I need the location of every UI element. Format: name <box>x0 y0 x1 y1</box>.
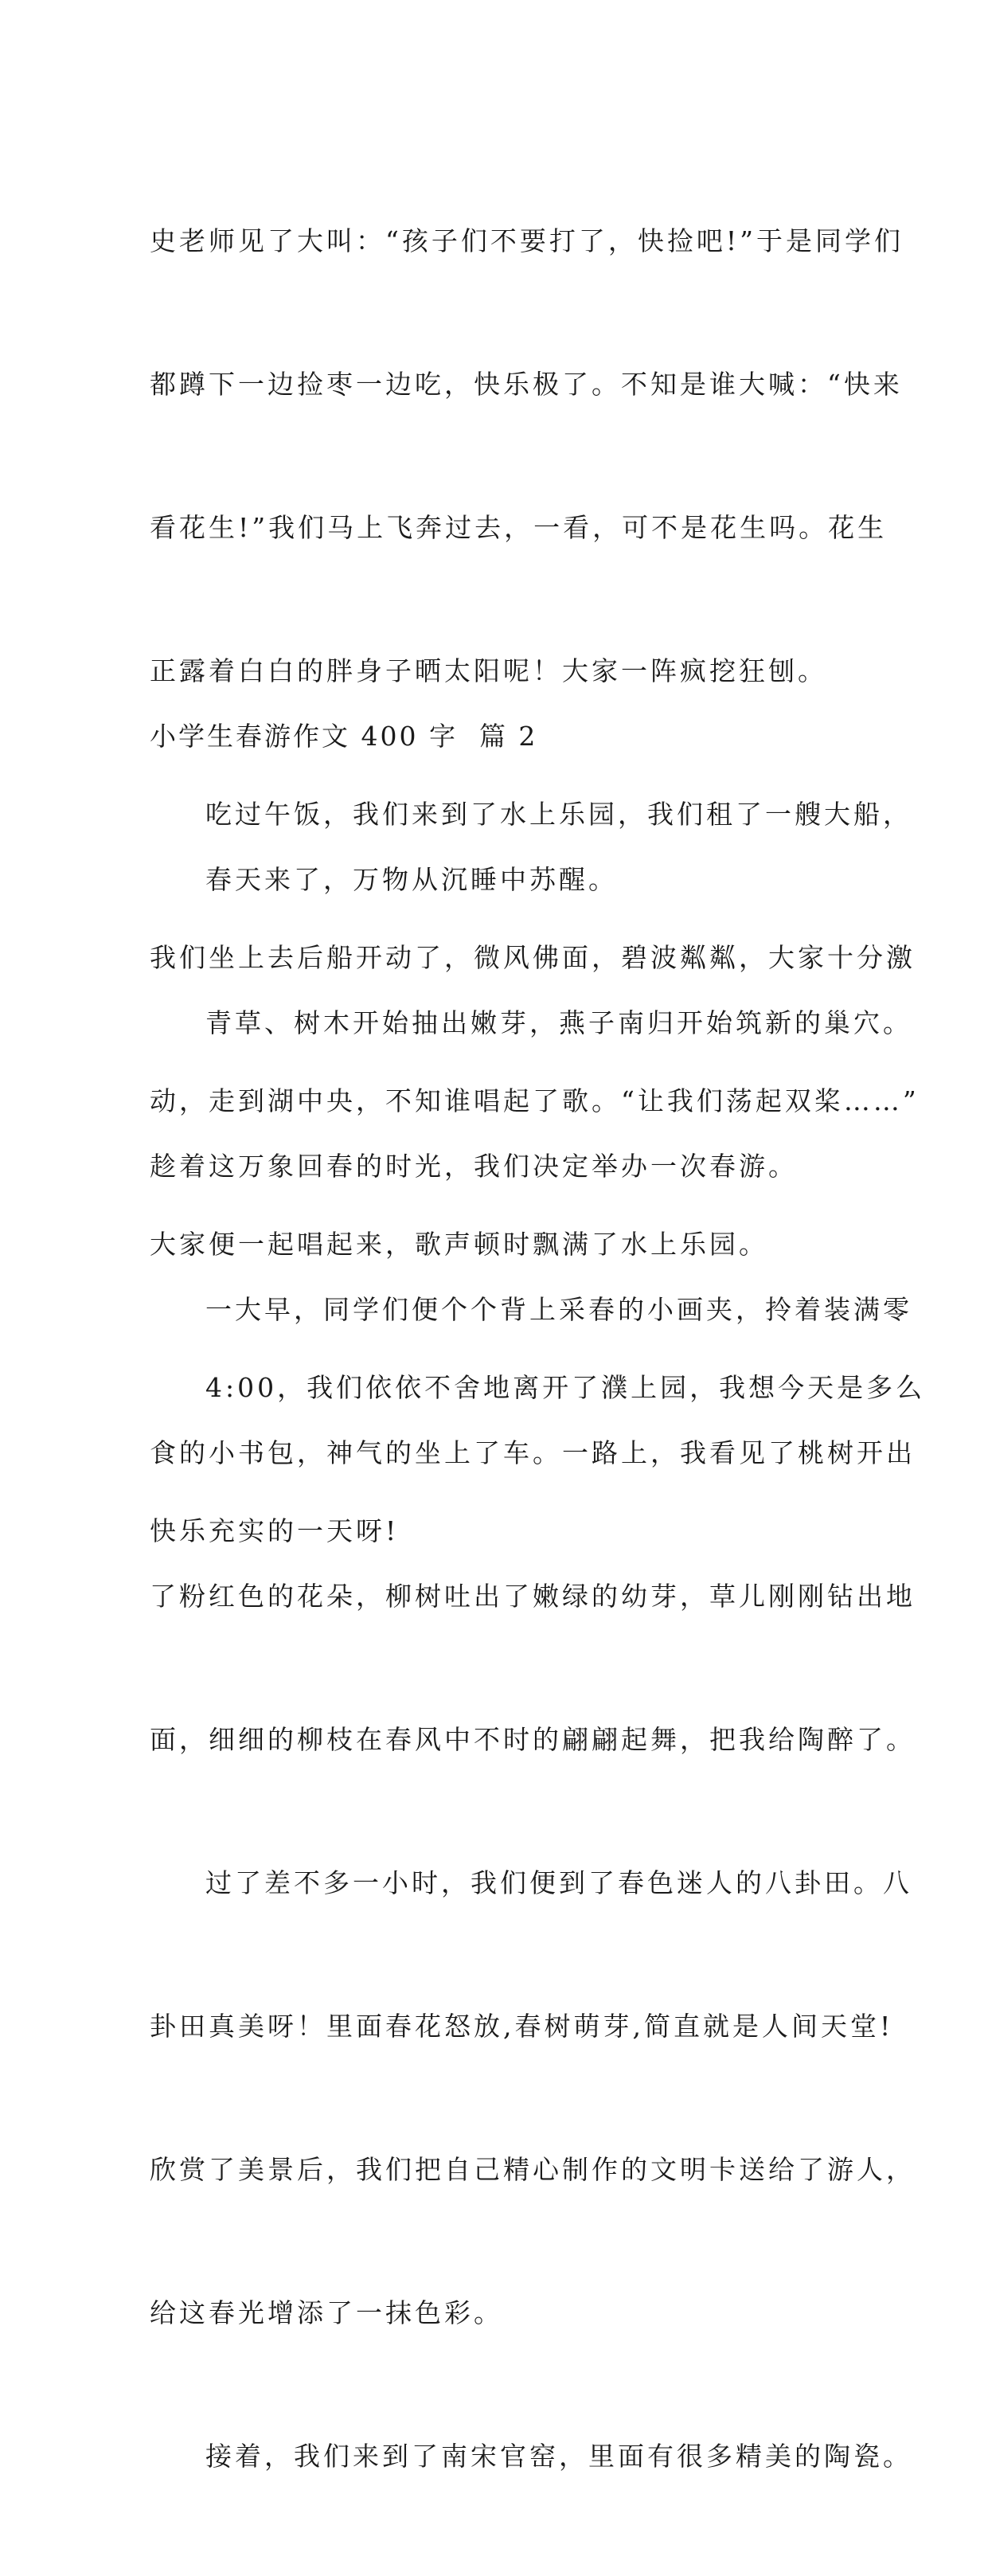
paragraph-line: 我们坐上去后船开动了，微风佛面，碧波粼粼，大家十分激 <box>150 942 916 973</box>
paragraph-line: 给这春光增添了一抹色彩。 <box>150 2297 503 2328</box>
paragraph-line: 快乐充实的一天呀! <box>150 1515 400 1546</box>
paragraph-line: 看花生!”我们马上飞奔过去，一看，可不是花生吗。花生 <box>150 512 888 543</box>
paragraph-line: 吃过午饭，我们来到了水上乐园，我们租了一艘大船， <box>205 799 912 830</box>
paragraph-line: 春天来了，万物从沉睡中苏醒。 <box>205 864 618 895</box>
paragraph-line: 动，走到湖中央，不知谁唱起了歌。“让我们荡起双桨……” <box>150 1085 920 1116</box>
paragraph-line: 青草、树木开始抽出嫩芽，燕子南归开始筑新的巢穴。 <box>205 1007 912 1038</box>
paragraph-line: 接着，我们来到了南宋官窑，里面有很多精美的陶瓷。 <box>205 2441 912 2472</box>
paragraph-line: 一大早，同学们便个个背上采春的小画夹，拎着装满零 <box>205 1294 912 1325</box>
paragraph-line: 趁着这万象回春的时光，我们决定举办一次春游。 <box>150 1151 798 1182</box>
paragraph-line: 过了差不多一小时，我们便到了春色迷人的八卦田。八 <box>205 1867 912 1898</box>
paragraph-line: 欣赏了美景后，我们把自己精心制作的文明卡送给了游人， <box>150 2154 916 2185</box>
paragraph-line: 卦田真美呀！里面春花怒放,春树萌芽,简直就是人间天堂! <box>150 2011 894 2042</box>
paragraph-line: 面，细细的柳枝在春风中不时的翩翩起舞，把我给陶醉了。 <box>150 1724 916 1755</box>
paragraph-line: 史老师见了大叫：“孩子们不要打了，快捡吧!”于是同学们 <box>150 225 904 256</box>
paragraph-line: 4:00，我们依依不舍地离开了濮上园，我想今天是多么 <box>205 1372 926 1403</box>
paragraph-line: 正露着白白的胖身子晒太阳呢！大家一阵疯挖狂刨。 <box>150 655 827 686</box>
essay-title: 小学生春游作文 400 字 篇 2 <box>150 721 538 752</box>
paragraph-line: 食的小书包，神气的坐上了车。一路上，我看见了桃树开出 <box>150 1437 916 1468</box>
paragraph-line: 了粉红色的花朵，柳树吐出了嫩绿的幼芽，草儿刚刚钻出地 <box>150 1581 916 1612</box>
paragraph-line: 大家便一起唱起来，歌声顿时飘满了水上乐园。 <box>150 1229 768 1260</box>
essay-section-2 <box>150 617 926 2576</box>
paragraph-line: 都蹲下一边捡枣一边吃，快乐极了。不知是谁大喊：“快来 <box>150 369 903 400</box>
